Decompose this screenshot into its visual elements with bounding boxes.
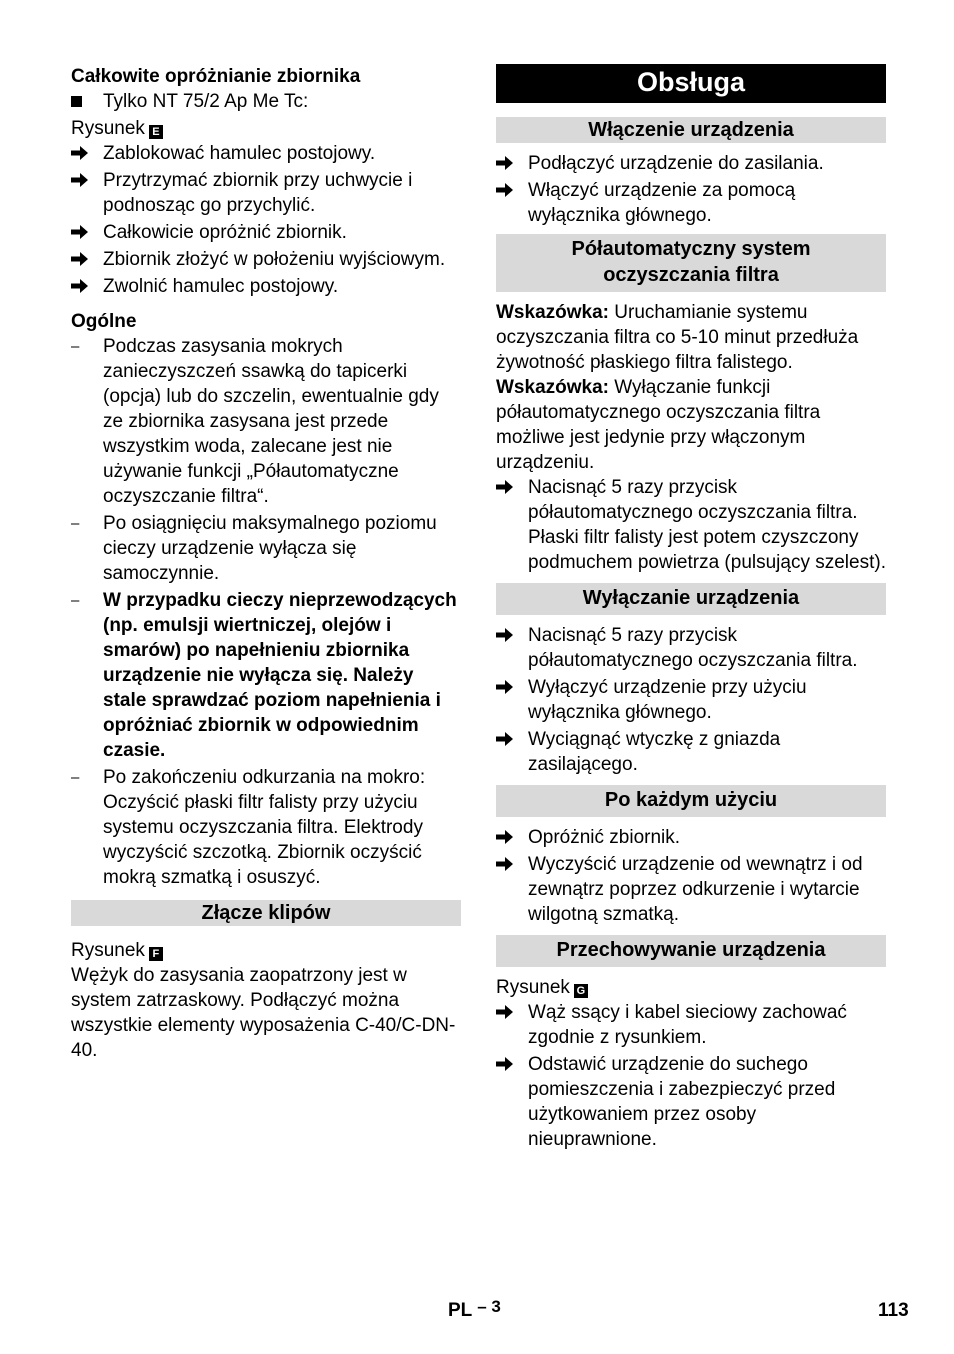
- list-item: – Po osiągnięciu maksymalnego poziomu cieczy urządzenie wyłącza się samoczynnie.: [71, 513, 437, 584]
- list-item: Włączyć urządzenie za pomocą wyłącznika głównego.: [496, 178, 886, 228]
- list-item: Wyłączyć urządzenie przy użyciu wyłącznika głównego.: [496, 675, 886, 725]
- list-item: Całkowicie opróżnić zbiornik.: [71, 220, 461, 245]
- arrow-right-icon: [496, 825, 524, 845]
- steps-power-on: [496, 151, 886, 228]
- section-band-filter-system: Półautomatyczny system oczyszczania filtra: [496, 234, 886, 292]
- square-bullet-icon: [71, 89, 99, 114]
- footer-language: PL – 3: [448, 1297, 501, 1321]
- list-item: Podłączyć urządzenie do zasilania.: [496, 151, 886, 176]
- list-item: Odstawić urządzenie do suchego pomieszczenia i zabezpieczyć przed użytkowaniem przez osoby nieuprawnione.: [496, 1052, 886, 1152]
- list-item: Nacisnąć 5 razy przycisk półautomatycznego oczyszczania filtra.: [496, 623, 886, 673]
- arrow-right-icon: [496, 475, 524, 495]
- model-note: Tylko NT 75/2 Ap Me Tc:: [71, 89, 461, 114]
- arrow-right-icon: [496, 675, 524, 695]
- steps-emptying: [71, 141, 461, 299]
- arrow-right-icon: [496, 1000, 524, 1020]
- list-item: Wyczyścić urządzenie od wewnątrz i od zewnątrz poprzez odkurzenie i wytarcie wilgotną szmatką.: [496, 852, 886, 927]
- list-item: Zbiornik złożyć w położeniu wyjściowym.: [71, 247, 461, 272]
- list-item: Wyciągnąć wtyczkę z gniazda zasilającego.: [496, 727, 886, 777]
- list-item: – Podczas zasysania mokrych zanieczyszczeń ssawką do tapicerki (opcja) lub do szczelin, ewentualnie gdy ze zbiornika zasysana jest przede wszystkim woda, zalecane jest nie używanie funkcji „Półautomatyczne oczyszczanie filtra“.: [71, 336, 439, 507]
- list-item: Zwolnić hamulec postojowy.: [71, 274, 461, 299]
- arrow-right-icon: [496, 1052, 524, 1072]
- arrow-right-icon: [496, 151, 524, 171]
- right-column: [496, 64, 886, 1154]
- footer-subpage: – 3: [477, 1297, 501, 1316]
- warning-item: – W przypadku cieczy nieprzewodzących (np. emulsji wiertniczej, olejów i smarów) po napełnieniu zbiornika urządzenie nie wyłącza się. Należy stale sprawdzać poziom napełnienia i opróżniać zbiornik w odpowiednim czasie.: [71, 590, 457, 761]
- section-heading-general: Ogólne: [71, 311, 137, 332]
- arrow-right-icon: [71, 274, 99, 294]
- list-item: Nacisnąć 5 razy przycisk półautomatycznego oczyszczania filtra. Płaski filtr falisty jest potem czyszczony podmuchem powietrza (pulsujący szelest).: [496, 475, 886, 575]
- chapter-banner: Obsługa: [496, 64, 886, 103]
- dash-bullet: –: [71, 515, 80, 532]
- section-heading-emptying: Całkowite opróżnianie zbiornika: [71, 66, 361, 87]
- list-item: – Po zakończeniu odkurzania na mokro: Oczyścić płaski filtr falisty przy użyciu systemu oczyszczania filtra. Elektrody wyczyścić szczotką. Zbiornik oczyścić mokrą szmatką i osuszyć.: [71, 767, 426, 888]
- steps-storage: [496, 1000, 886, 1152]
- page-number: 113: [878, 1300, 909, 1321]
- arrow-right-icon: [71, 220, 99, 240]
- list-item: Przytrzymać zbiornik przy uchwycie i podnosząc go przychylić.: [71, 168, 461, 218]
- figure-ref-e: Rysunek E: [71, 116, 461, 141]
- arrow-right-icon: [71, 168, 99, 188]
- figure-letter-g: G: [574, 984, 588, 998]
- arrow-right-icon: [71, 247, 99, 267]
- arrow-right-icon: [71, 141, 99, 161]
- left-column: [71, 64, 461, 1063]
- clips-text: Wężyk do zasysania zaopatrzony jest w system zatrzaskowy. Podłączyć można wszystkie elementy wyposażenia C-40/C-DN-40.: [71, 965, 456, 1061]
- dash-bullet: –: [71, 769, 80, 786]
- arrow-right-icon: [496, 852, 524, 872]
- note-2: Wskazówka: Wyłączanie funkcji półautomatycznego oczyszczania filtra możliwe jest jedynie przy włączonym urządzeniu.: [496, 377, 821, 473]
- note-1: Wskazówka: Uruchamianie systemu oczyszczania filtra co 5-10 minut przedłuża żywotność płaskiego filtra falistego.: [496, 302, 859, 373]
- list-item: Wąż ssący i kabel sieciowy zachować zgodnie z rysunkiem.: [496, 1000, 886, 1050]
- figure-ref-f: Rysunek F: [71, 938, 461, 963]
- list-item: Zablokować hamulec postojowy.: [71, 141, 461, 166]
- steps-filter: [496, 475, 886, 575]
- figure-letter-e: E: [149, 125, 163, 139]
- figure-ref-g: Rysunek G: [496, 975, 886, 1000]
- arrow-right-icon: [496, 623, 524, 643]
- arrow-right-icon: [496, 178, 524, 198]
- figure-letter-f: F: [149, 947, 163, 961]
- section-band-clips: Złącze klipów: [71, 900, 461, 926]
- steps-power-off: [496, 623, 886, 777]
- arrow-right-icon: [496, 727, 524, 747]
- section-band-power-on: Włączenie urządzenia: [496, 117, 886, 143]
- section-band-storage: Przechowywanie urządzenia: [496, 935, 886, 967]
- general-notes: [71, 334, 461, 890]
- section-band-after-use: Po każdym użyciu: [496, 785, 886, 817]
- dash-bullet: –: [71, 338, 80, 355]
- list-item: Opróżnić zbiornik.: [496, 825, 886, 850]
- dash-bullet: –: [71, 592, 80, 609]
- section-band-power-off: Wyłączanie urządzenia: [496, 583, 886, 615]
- steps-after-use: [496, 825, 886, 927]
